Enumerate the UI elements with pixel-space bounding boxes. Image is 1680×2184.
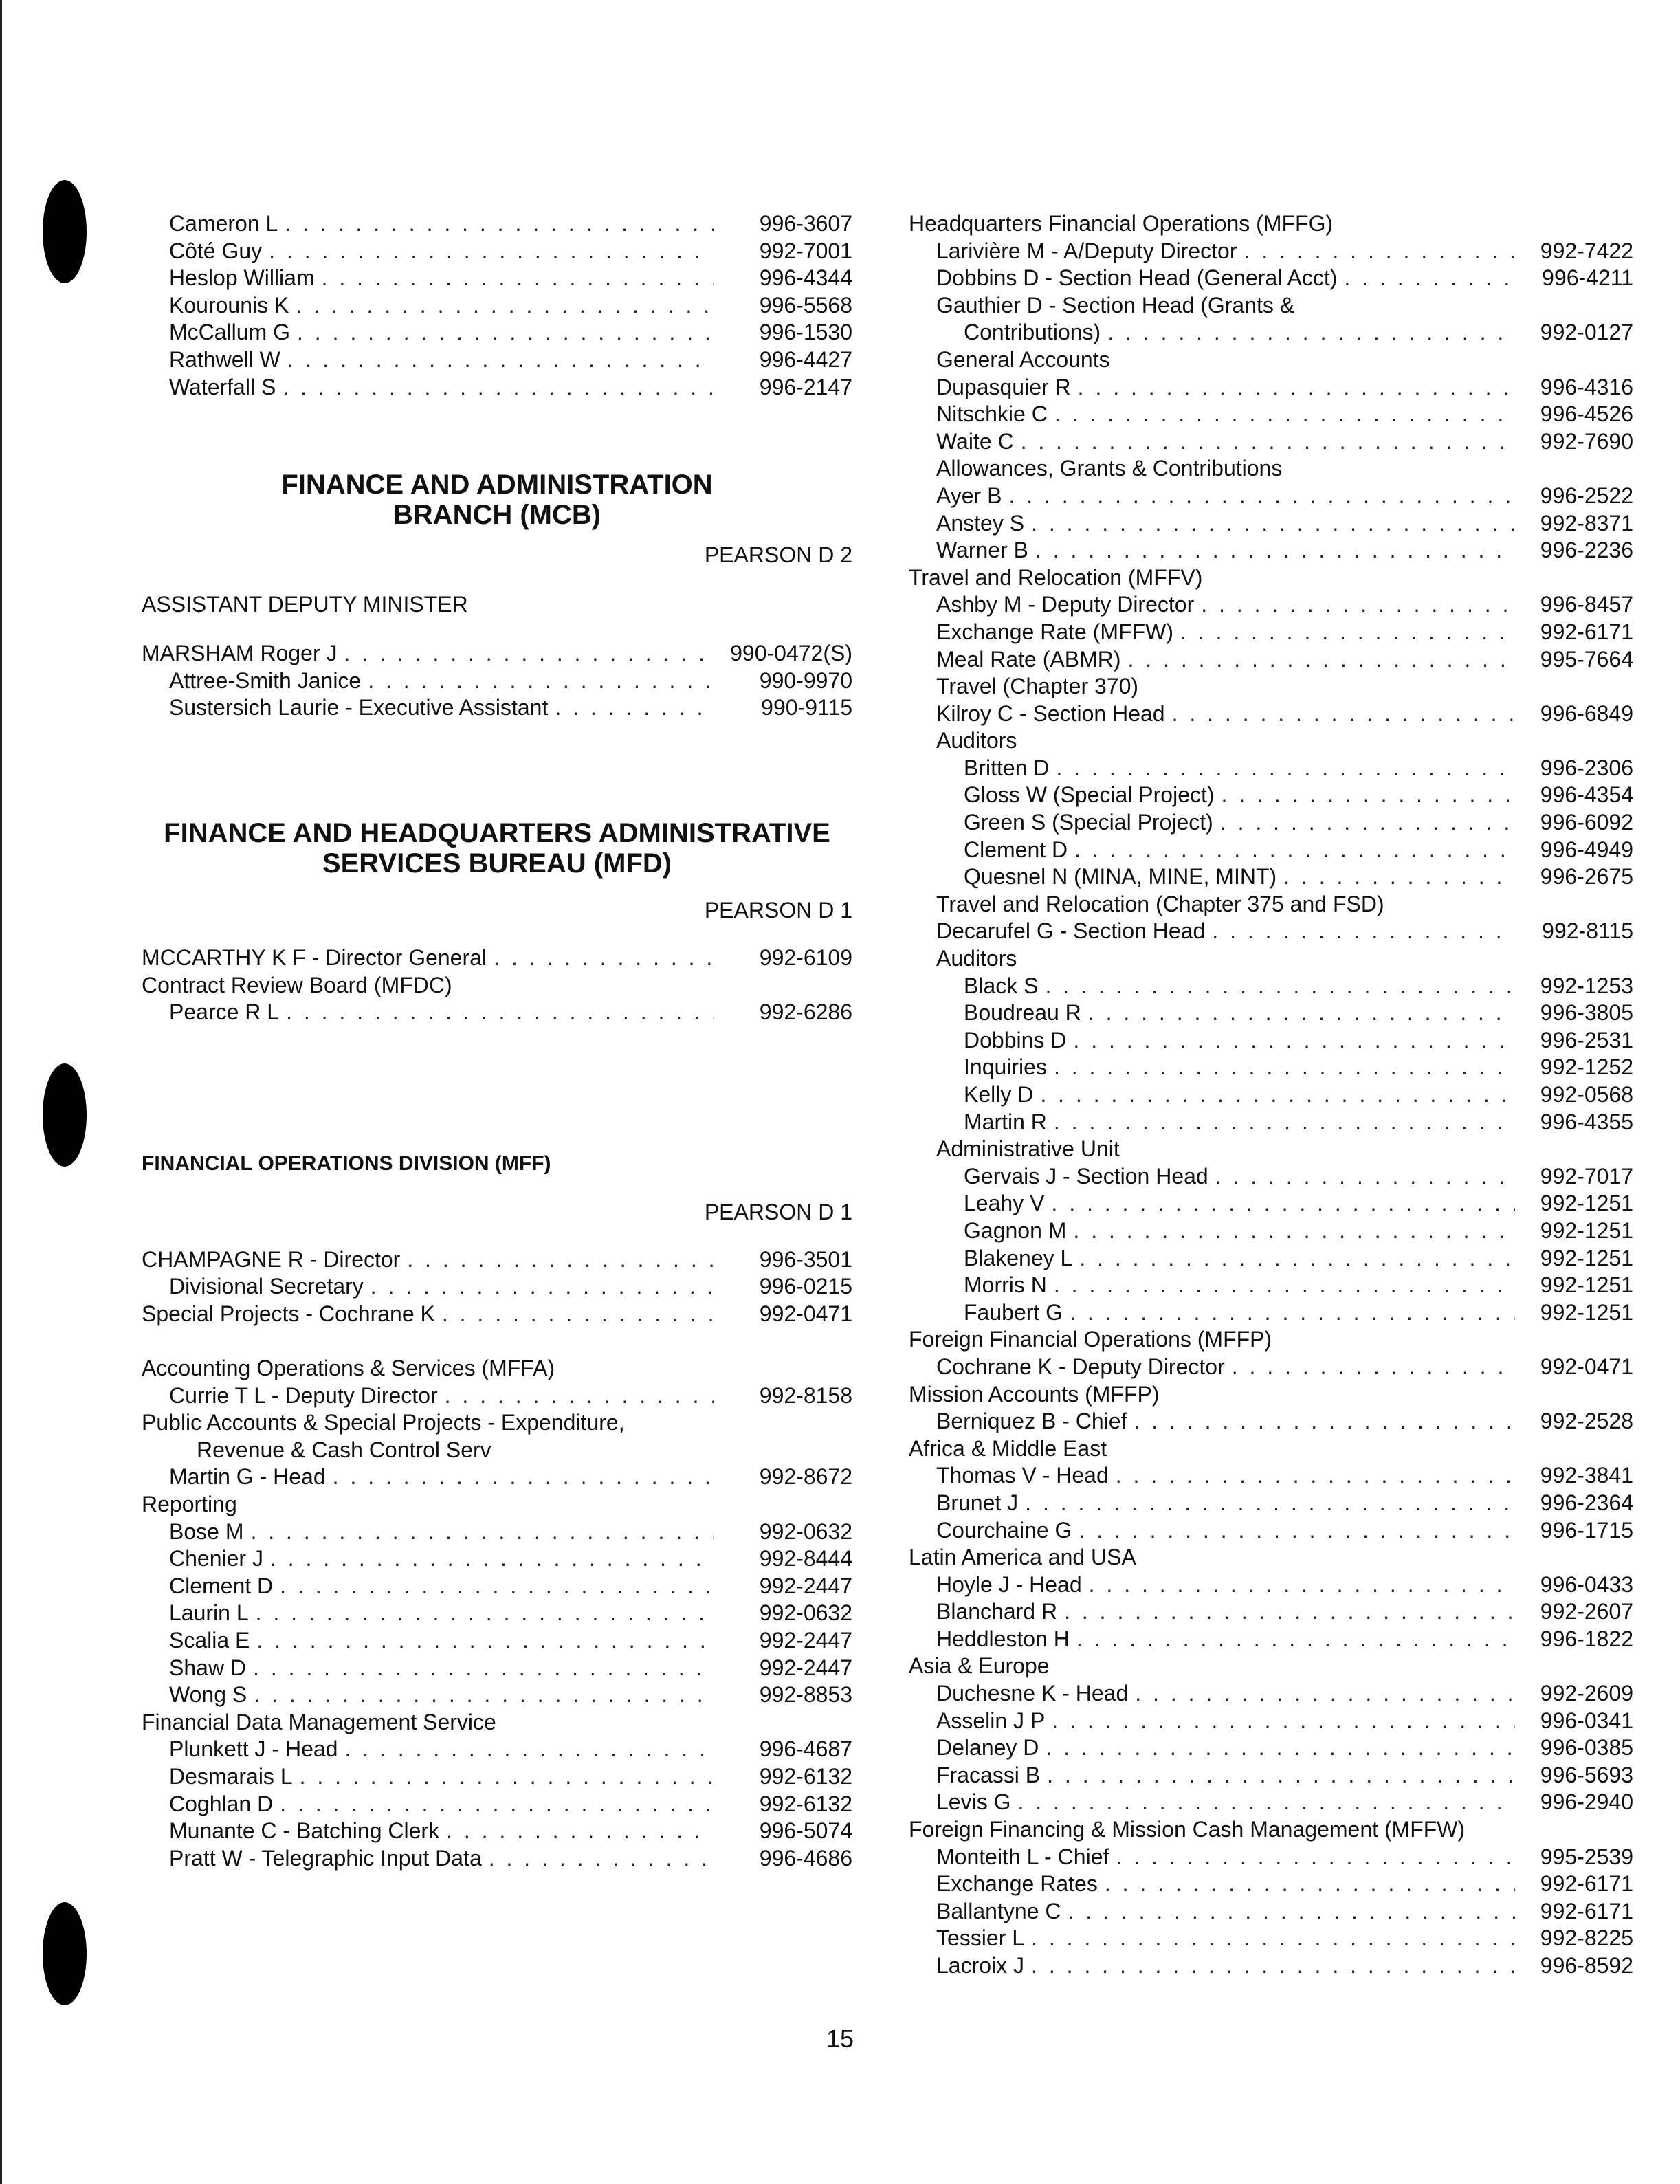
entry-name: Plunkett J - Head	[169, 1736, 338, 1762]
entry-phone: 996-4526	[1540, 401, 1633, 427]
entry-name: Leahy V	[964, 1191, 1045, 1216]
entry-phone: 992-8371	[1540, 510, 1633, 536]
page-edge	[0, 0, 2, 2184]
entry-name: Waite C	[936, 428, 1014, 454]
entry-name: Dobbins D - Section Head (General Acct)	[936, 265, 1338, 291]
group-heading: Africa & Middle East	[909, 1435, 1107, 1461]
entry-name: Clement D	[169, 1573, 274, 1598]
directory-entry	[142, 1791, 852, 1818]
entry-name: Scalia E	[169, 1628, 250, 1653]
entry-name: Kourounis K	[169, 292, 289, 318]
group-heading: Administrative Unit	[936, 1136, 1120, 1162]
entry-name: Shaw D	[169, 1655, 247, 1680]
entry-name: Asselin J P	[936, 1708, 1046, 1733]
section-heading: ASSISTANT DEPUTY MINISTER	[142, 592, 468, 617]
entry-name: Wong S	[169, 1682, 247, 1708]
group-heading: Reporting	[142, 1492, 237, 1517]
entry-name: Côté Guy	[169, 238, 263, 263]
entry-phone: 992-0632	[759, 1600, 852, 1626]
entry-name: Gagnon M	[964, 1217, 1067, 1243]
entry-phone: 992-7422	[1540, 238, 1633, 263]
entry-phone: 996-0341	[1540, 1708, 1633, 1733]
directory-entry	[909, 1054, 1633, 1081]
directory-entry	[909, 782, 1633, 809]
directory-entry	[909, 1190, 1633, 1217]
directory-entry	[909, 837, 1633, 864]
entry-phone: 996-1715	[1540, 1517, 1633, 1543]
entry-phone: 992-2609	[1540, 1681, 1633, 1706]
group-heading: Travel and Relocation (Chapter 375 and FSD)	[936, 891, 1384, 916]
directory-entry	[909, 918, 1633, 945]
directory-entry	[142, 1519, 852, 1546]
entry-phone: 996-4211	[1542, 265, 1633, 291]
entry-phone: 992-1251	[1540, 1299, 1633, 1325]
entry-phone: 992-6171	[1540, 1898, 1633, 1923]
directory-entry	[909, 1871, 1633, 1898]
entry-name: Martin R	[964, 1109, 1047, 1134]
directory-entry	[909, 1163, 1633, 1191]
entry-name: Meal Rate (ABMR)	[936, 646, 1121, 672]
entry-phone: 996-4316	[1540, 374, 1633, 399]
entry-phone: 992-0471	[1540, 1354, 1633, 1379]
entry-phone: 996-2306	[1540, 755, 1633, 780]
directory-entry	[142, 292, 852, 320]
entry-name: Attree-Smith Janice	[169, 668, 362, 693]
directory-entry	[142, 999, 852, 1026]
entry-name: Green S (Special Project)	[964, 810, 1213, 835]
entry-name: Blanchard R	[936, 1599, 1058, 1624]
directory-entry	[909, 1272, 1633, 1299]
directory-entry	[909, 1762, 1633, 1789]
entry-phone: 992-2447	[759, 1628, 852, 1653]
entry-phone: 996-6092	[1540, 810, 1633, 835]
entry-phone: 992-6171	[1540, 619, 1633, 644]
directory-entry	[909, 1626, 1633, 1653]
entry-phone: 996-2364	[1540, 1490, 1633, 1515]
directory-entry	[909, 1898, 1633, 1926]
directory-entry	[909, 1299, 1633, 1327]
entry-name: Sustersich Laurie - Executive Assistant	[169, 695, 549, 720]
entry-phone: 992-2447	[759, 1655, 852, 1680]
entry-name: Quesnel N (MINA, MINE, MINT)	[964, 864, 1277, 890]
entry-name: Gervais J - Section Head	[964, 1163, 1208, 1189]
group-heading: Travel and Relocation (MFFV)	[909, 564, 1203, 590]
group-heading: Latin America and USA	[909, 1545, 1136, 1570]
entry-phone: 996-3805	[1540, 1000, 1633, 1026]
directory-entry	[909, 701, 1633, 728]
group-heading: Public Accounts & Special Projects - Expenditure,	[142, 1410, 625, 1435]
entry-phone: 996-6849	[1540, 701, 1633, 726]
entry-phone: 996-0433	[1540, 1571, 1633, 1597]
entry-phone: 992-0471	[759, 1301, 852, 1326]
directory-entry	[142, 1301, 852, 1328]
entry-phone: 992-0127	[1540, 320, 1633, 345]
group-heading: Auditors	[936, 728, 1017, 753]
entry-name: Delaney D	[936, 1735, 1039, 1761]
directory-entry	[909, 1789, 1633, 1816]
directory-entry	[909, 1598, 1633, 1626]
directory-entry	[909, 483, 1633, 510]
directory-entry	[142, 1655, 852, 1682]
entry-name: McCallum G	[169, 320, 291, 345]
directory-entry	[909, 755, 1633, 782]
entry-name: Warner B	[936, 538, 1028, 563]
entry-phone: 992-7690	[1540, 428, 1633, 454]
directory-entry	[909, 428, 1633, 456]
group-heading: Foreign Financial Operations (MFFP)	[909, 1327, 1272, 1352]
mcb-title: FINANCE AND ADMINISTRATION BRANCH (MCB)	[281, 470, 713, 531]
group-heading: Mission Accounts (MFFP)	[909, 1381, 1160, 1407]
directory-entry	[142, 668, 852, 695]
entry-phone: 996-3607	[759, 211, 852, 236]
entry-phone: 996-3501	[759, 1246, 852, 1272]
entry-phone: 992-6109	[759, 945, 852, 970]
directory-entry	[142, 346, 852, 374]
entry-phone: 990-9115	[761, 695, 852, 720]
directory-entry	[142, 1273, 852, 1301]
entry-phone: 996-2940	[1540, 1789, 1633, 1815]
directory-entry	[142, 1763, 852, 1791]
entry-phone: 996-4344	[759, 265, 852, 291]
entry-name: Pearce R L	[169, 1000, 280, 1025]
directory-entry	[909, 973, 1633, 1000]
entry-name: Kilroy C - Section Head	[936, 701, 1165, 726]
entry-name: Britten D	[964, 755, 1050, 780]
entry-phone: 992-8158	[759, 1382, 852, 1408]
directory-entry	[142, 1573, 852, 1600]
directory-entry	[909, 1354, 1633, 1381]
entry-phone: 996-4427	[759, 346, 852, 372]
entry-name: Berniquez B - Chief	[936, 1409, 1127, 1434]
directory-entry	[909, 1680, 1633, 1708]
page-number: 15	[826, 2025, 854, 2053]
entry-name: Martin G - Head	[169, 1464, 326, 1490]
directory-entry	[142, 1845, 852, 1873]
top-list	[142, 210, 852, 401]
entry-name: Pratt W - Telegraphic Input Data	[169, 1845, 482, 1871]
entry-name: Dupasquier R	[936, 374, 1071, 399]
entry-phone: 992-6132	[759, 1791, 852, 1816]
directory-entry	[909, 1408, 1633, 1435]
entry-name: Currie T L - Deputy Director	[169, 1382, 438, 1408]
group-heading: Gauthier D - Section Head (Grants &	[936, 292, 1295, 318]
entry-name: Hoyle J - Head	[936, 1571, 1082, 1597]
mfd-location: PEARSON D 1	[704, 897, 852, 923]
entry-name: Rathwell W	[169, 346, 280, 372]
entry-name: Ayer B	[936, 483, 1002, 508]
entry-name: Larivière M - A/Deputy Director	[936, 238, 1237, 263]
directory-entry	[142, 1627, 852, 1655]
group-heading: Financial Data Management Service	[142, 1709, 496, 1734]
directory-entry	[909, 537, 1633, 564]
entry-name: Ashby M - Deputy Director	[936, 592, 1195, 617]
directory-entry	[142, 945, 852, 972]
directory-entry	[909, 1925, 1633, 1952]
entry-name: Black S	[964, 973, 1039, 998]
group-heading: Headquarters Financial Operations (MFFG)	[909, 211, 1334, 236]
entry-name: Waterfall S	[169, 374, 276, 399]
directory-entry	[909, 591, 1633, 619]
directory-entry	[142, 1736, 852, 1763]
directory-entry	[909, 1571, 1633, 1599]
directory-entry	[909, 1517, 1633, 1545]
entry-name: Dobbins D	[964, 1027, 1067, 1052]
directory-entry	[909, 1952, 1633, 1980]
entry-phone: 992-0632	[759, 1519, 852, 1544]
entry-name: Morris N	[964, 1272, 1047, 1298]
entry-name: CHAMPAGNE R - Director	[142, 1246, 401, 1272]
entry-phone: 995-7664	[1540, 646, 1633, 672]
directory-entry	[142, 1818, 852, 1845]
directory-entry	[909, 1708, 1633, 1735]
entry-name: Tessier L	[936, 1926, 1025, 1951]
entry-name: MCCARTHY K F - Director General	[142, 945, 487, 970]
entry-phone: 992-2447	[759, 1573, 852, 1598]
entry-name: Anstey S	[936, 510, 1025, 536]
group-heading: Travel (Chapter 370)	[936, 674, 1139, 699]
entry-name: Gloss W (Special Project)	[964, 782, 1215, 808]
entry-phone: 992-3841	[1540, 1463, 1633, 1488]
entry-phone: 992-6132	[759, 1764, 852, 1789]
entry-phone: 996-1530	[759, 320, 852, 345]
entry-name: Courchaine G	[936, 1517, 1072, 1543]
entry-phone: 992-7017	[1540, 1163, 1633, 1189]
entry-phone: 996-4355	[1540, 1109, 1633, 1134]
entry-phone: 992-1251	[1540, 1272, 1633, 1298]
entry-phone: 992-2607	[1540, 1599, 1633, 1624]
entry-name: Brunet J	[936, 1490, 1019, 1515]
entry-name: Special Projects - Cochrane K	[142, 1301, 435, 1326]
directory-entry	[909, 809, 1633, 837]
entry-phone: 996-4686	[759, 1845, 852, 1871]
entry-name: Faubert G	[964, 1299, 1063, 1325]
entry-name: Clement D	[964, 837, 1068, 862]
directory-entry	[142, 1600, 852, 1627]
mfd-title: FINANCE AND HEADQUARTERS ADMINISTRATIVE SERVICES BUREAU (MFD)	[164, 817, 830, 879]
entry-name: Laurin L	[169, 1600, 249, 1626]
entry-phone: 990-9970	[759, 668, 852, 693]
entry-name: Heddleston H	[936, 1626, 1070, 1651]
group-heading: Asia & Europe	[909, 1653, 1050, 1679]
entry-name: Monteith L - Chief	[936, 1844, 1109, 1869]
entry-name: Levis G	[936, 1789, 1011, 1815]
directory-entry	[142, 265, 852, 292]
directory-entry	[909, 619, 1633, 646]
directory-entry	[909, 1217, 1633, 1245]
entry-phone: 992-2528	[1540, 1409, 1633, 1434]
directory-entry	[142, 238, 852, 265]
group-heading: Allowances, Grants & Contributions	[936, 456, 1283, 481]
entry-phone: 996-5693	[1540, 1762, 1633, 1787]
entry-phone: 996-4354	[1540, 782, 1633, 808]
entry-name: Desmarais L	[169, 1764, 293, 1789]
entry-phone: 992-8444	[759, 1546, 852, 1571]
mff-title: FINANCIAL OPERATIONS DIVISION (MFF)	[142, 1151, 551, 1175]
entry-phone: 992-6286	[759, 1000, 852, 1025]
group-heading: Accounting Operations & Services (MFFA)	[142, 1356, 555, 1381]
directory-entry	[909, 1109, 1633, 1136]
mff-location: PEARSON D 1	[704, 1199, 852, 1224]
entry-phone: 992-7001	[759, 238, 852, 263]
entry-phone: 992-8672	[759, 1464, 852, 1490]
entry-phone: 996-2522	[1540, 483, 1633, 508]
group-heading: Auditors	[936, 946, 1017, 971]
directory-entry	[909, 265, 1633, 292]
entry-name: MARSHAM Roger J	[142, 641, 338, 666]
directory-entry	[909, 1490, 1633, 1517]
directory-entry	[909, 863, 1633, 891]
right-column	[909, 210, 1633, 1980]
entry-name: Bose M	[169, 1519, 244, 1544]
entry-phone: 996-4949	[1540, 837, 1633, 862]
directory-entry	[909, 1844, 1633, 1871]
directory-entry	[909, 1734, 1633, 1762]
entry-phone: 996-2147	[759, 374, 852, 399]
entry-phone: 992-1251	[1540, 1217, 1633, 1243]
entry-name: Exchange Rates	[936, 1871, 1098, 1897]
entry-name: Decarufel G - Section Head	[936, 918, 1206, 944]
entry-name: Contributions)	[964, 320, 1101, 345]
entry-phone: 996-0385	[1540, 1735, 1633, 1761]
directory-entry	[142, 319, 852, 346]
entry-name: Kelly D	[964, 1082, 1034, 1107]
directory-entry	[909, 1000, 1633, 1027]
entry-name: Thomas V - Head	[936, 1463, 1109, 1488]
entry-phone: 990-0472(S)	[730, 641, 852, 666]
entry-phone: 996-5568	[759, 292, 852, 318]
entry-phone: 992-0568	[1540, 1082, 1633, 1107]
directory-entry	[142, 1382, 852, 1410]
entry-name: Cochrane K - Deputy Director	[936, 1354, 1225, 1379]
directory-entry	[142, 1681, 852, 1709]
entry-phone: 992-1251	[1540, 1245, 1633, 1270]
group-heading-continued: Revenue & Cash Control Serv	[197, 1437, 491, 1462]
group-heading: Foreign Financing & Mission Cash Management (MFFW)	[909, 1817, 1466, 1842]
entry-name: Cameron L	[169, 211, 278, 236]
punch-hole	[43, 1902, 87, 2005]
directory-entry	[909, 401, 1633, 428]
entry-phone: 996-5074	[759, 1818, 852, 1844]
directory-entry	[142, 374, 852, 401]
directory-entry	[909, 1245, 1633, 1272]
mcb-location: PEARSON D 2	[704, 542, 852, 568]
group-heading: General Accounts	[936, 346, 1110, 372]
entry-phone: 992-6171	[1540, 1871, 1633, 1897]
entry-name: Chenier J	[169, 1546, 263, 1571]
directory-entry	[909, 238, 1633, 265]
entry-name: Coghlan D	[169, 1791, 274, 1816]
directory-entry	[142, 1464, 852, 1491]
entry-phone: 996-2675	[1540, 864, 1633, 890]
entry-name: Nitschkie C	[936, 401, 1048, 427]
directory-entry	[909, 374, 1633, 401]
directory-entry	[909, 646, 1633, 674]
entry-phone: 996-8457	[1540, 592, 1633, 617]
entry-phone: 996-1822	[1540, 1626, 1633, 1651]
entry-name: Ballantyne C	[936, 1898, 1061, 1923]
entry-phone: 992-8853	[759, 1682, 852, 1708]
entry-name: Lacroix J	[936, 1953, 1025, 1978]
directory-entry	[909, 510, 1633, 538]
directory-entry	[142, 694, 852, 722]
entry-name: Divisional Secretary	[169, 1274, 364, 1299]
entry-phone: 996-2531	[1540, 1027, 1633, 1052]
entry-phone: 995-2539	[1540, 1844, 1633, 1869]
entry-phone: 992-1251	[1540, 1191, 1633, 1216]
entry-phone: 996-8592	[1540, 1953, 1633, 1978]
left-column	[142, 210, 852, 1872]
directory-entry	[142, 210, 852, 238]
directory-entry	[909, 1081, 1633, 1109]
directory-entry	[909, 1027, 1633, 1055]
entry-phone: 996-2236	[1540, 538, 1633, 563]
entry-phone: 992-1252	[1540, 1055, 1633, 1080]
entry-name: Heslop William	[169, 265, 315, 291]
entry-name: Exchange Rate (MFFW)	[936, 619, 1173, 644]
group-heading: Contract Review Board (MFDC)	[142, 972, 452, 997]
entry-phone: 992-1253	[1540, 973, 1633, 998]
entry-name: Inquiries	[964, 1055, 1047, 1080]
entry-name: Duchesne K - Head	[936, 1681, 1129, 1706]
entry-name: Blakeney L	[964, 1245, 1073, 1270]
entry-name: Fracassi B	[936, 1762, 1041, 1787]
entry-phone: 992-8225	[1540, 1926, 1633, 1951]
directory-entry	[142, 1246, 852, 1274]
directory-entry	[909, 319, 1633, 346]
entry-phone: 996-0215	[759, 1274, 852, 1299]
entry-name: Boudreau R	[964, 1000, 1081, 1026]
directory-entry	[142, 640, 852, 668]
punch-hole	[43, 1063, 87, 1167]
entry-phone: 996-4687	[759, 1736, 852, 1762]
directory-entry	[142, 1545, 852, 1573]
entry-phone: 992-8115	[1542, 918, 1633, 944]
entry-name: Munante C - Batching Clerk	[169, 1818, 440, 1844]
directory-entry	[909, 1462, 1633, 1490]
punch-hole	[43, 180, 87, 283]
